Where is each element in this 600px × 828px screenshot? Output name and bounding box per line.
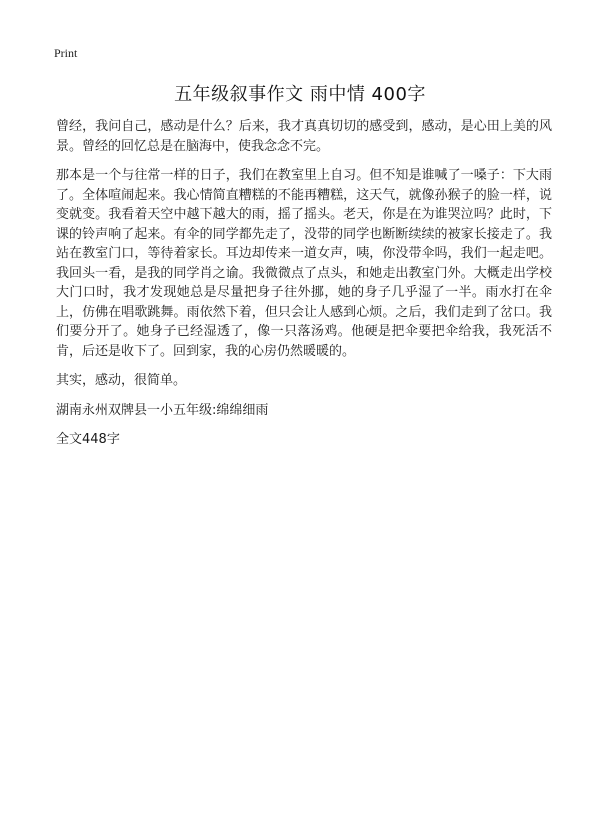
paragraph-story: 那本是一个与往常一样的日子，我们在教室里上自习。但不知是谁喊了一嗓子：下大雨了。全体喧闹起来。我心情简直糟糕的不能再糟糕，这天气，就像孙猴子的脸一样，说变就变。我看着天空中越下越大的雨，摇了摇头。老天，你是在为谁哭泣吗？此时，下课的铃声响了起来。有伞的同学都先走了，没带的同学也断断续续的被家长接走了。我站在教室门口，等待着家长。耳边却传来一道女声，咦，你没带伞吗，我们一起走吧。我回头一看，是我的同学肖之谕。我微微点了点头，和她走出教室门外。大概走出学校大门口时，我才发现她总是尽量把身子往外挪，她的身子几乎湿了一半。雨水打在伞上，仿佛在唱歌跳舞。雨依然下着，但只会让人感到心烦。之后，我们走到了岔口。我们要分开了。她身子已经湿透了，像一只落汤鸡。他硬是把伞要把伞给我，我死活不肯，后还是收下了。回到家，我的心房仍然暖暖的。 [56, 168, 552, 359]
article-title: 五年级叙事作文 雨中情 400字 [174, 84, 426, 105]
article-body [56, 117, 552, 460]
print-link[interactable]: Print [54, 46, 78, 60]
paragraph-intro: 曾经，我问自己，感动是什么？后来，我才真真切切的感受到，感动，是心田上美的风景。曾经的回忆总是在脑海中，使我念念不完。 [56, 119, 552, 154]
paragraph-conclusion: 其实，感动，很简单。 [56, 373, 187, 388]
author-line: 湖南永州双牌县一小五年级:绵绵细雨 [56, 402, 269, 418]
word-count: 全文448字 [56, 432, 120, 447]
